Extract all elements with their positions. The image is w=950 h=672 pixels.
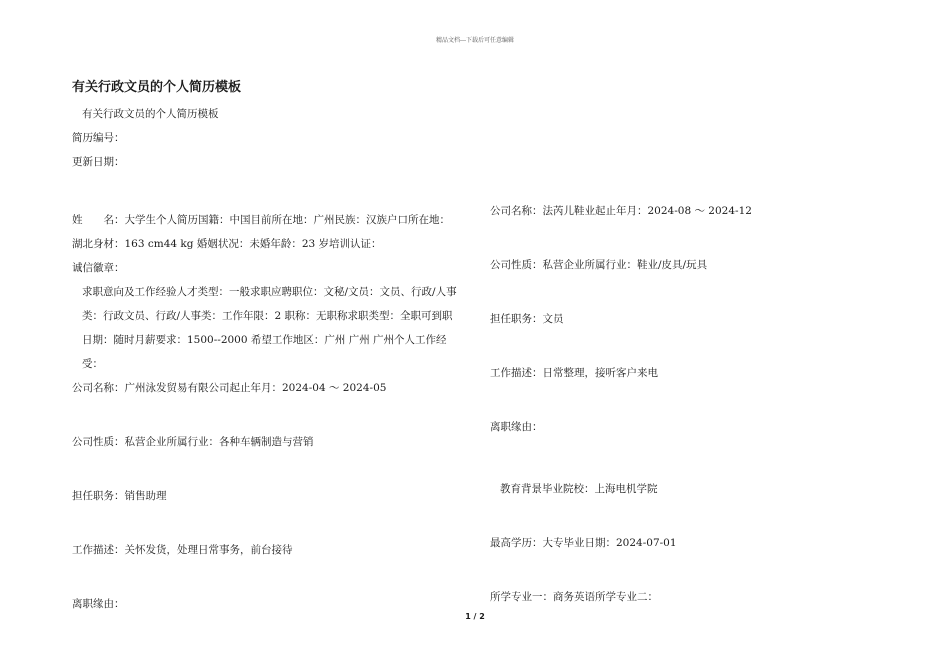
right-column	[490, 199, 890, 609]
leave-reason-2: 离职缘由：	[490, 421, 543, 433]
job-intent: 求职意向及工作经验人才类型：一般求职应聘职位：文秘/文员：文员、行政/人事类：行政文员、行政/人事类：工作年限：2 职称：无职称求职类型：全职可到职日期：随时月薪要求：1500--2000 希望工作地区：广州 广州 广州个人工作经受：	[82, 286, 457, 370]
spacer	[72, 454, 457, 484]
spacer	[490, 439, 890, 469]
leave-reason-1: 离职缘由：	[72, 598, 125, 610]
company-type-1: 公司性质：私营企业所属行业：各种车辆制造与营销	[72, 436, 314, 448]
spacer	[490, 277, 890, 307]
highest-degree: 最高学历：大专毕业日期：2024-07-01	[490, 537, 677, 549]
major: 所学专业一：商务英语所学专业二：	[490, 591, 658, 603]
spacer	[490, 555, 890, 585]
spacer	[490, 469, 890, 477]
spacer	[72, 174, 457, 208]
spacer	[490, 501, 890, 531]
company-type-2: 公司性质：私营企业所属行业：鞋业/皮具/玩具	[490, 259, 708, 271]
page-header-note: 精品文档---下载后可任意编辑	[435, 37, 515, 44]
spacer	[72, 400, 457, 430]
company-name-2: 公司名称：法芮儿鞋业起止年月：2024-08 ～ 2024-12	[490, 205, 752, 217]
spacer	[490, 223, 890, 253]
position-2: 担任职务：文员	[490, 313, 564, 325]
personal-info: 姓 名：大学生个人简历国籍：中国目前所在地：广州民族：汉族户口所在地：湖北身材：163 cm44 kg 婚姻状况：未婚年龄：23 岁培训认证：	[72, 214, 450, 250]
spacer	[490, 331, 890, 361]
resume-number: 简历编号：	[72, 132, 125, 144]
left-column	[72, 102, 457, 616]
update-date: 更新日期：	[72, 156, 125, 168]
honesty-badge: 诚信徽章：	[72, 262, 125, 274]
spacer	[72, 562, 457, 592]
spacer	[490, 385, 890, 415]
job-description-2: 工作描述：日常整理，接听客户来电	[490, 367, 658, 379]
company-name-1: 公司名称：广州泳发贸易有限公司起止年月：2024-04 ～ 2024-05	[72, 382, 387, 394]
education-background: 教育背景毕业院校：上海电机学院	[500, 483, 658, 495]
job-description-1: 工作描述：关怀发货，处理日常事务，前台接待	[72, 544, 293, 556]
document-title: 有关行政文员的个人简历模板	[72, 80, 242, 95]
spacer	[72, 508, 457, 538]
resume-subtitle: 有关行政文员的个人简历模板	[82, 108, 219, 120]
position-1: 担任职务：销售助理	[72, 490, 167, 502]
page-number: 1 / 2	[465, 612, 485, 621]
